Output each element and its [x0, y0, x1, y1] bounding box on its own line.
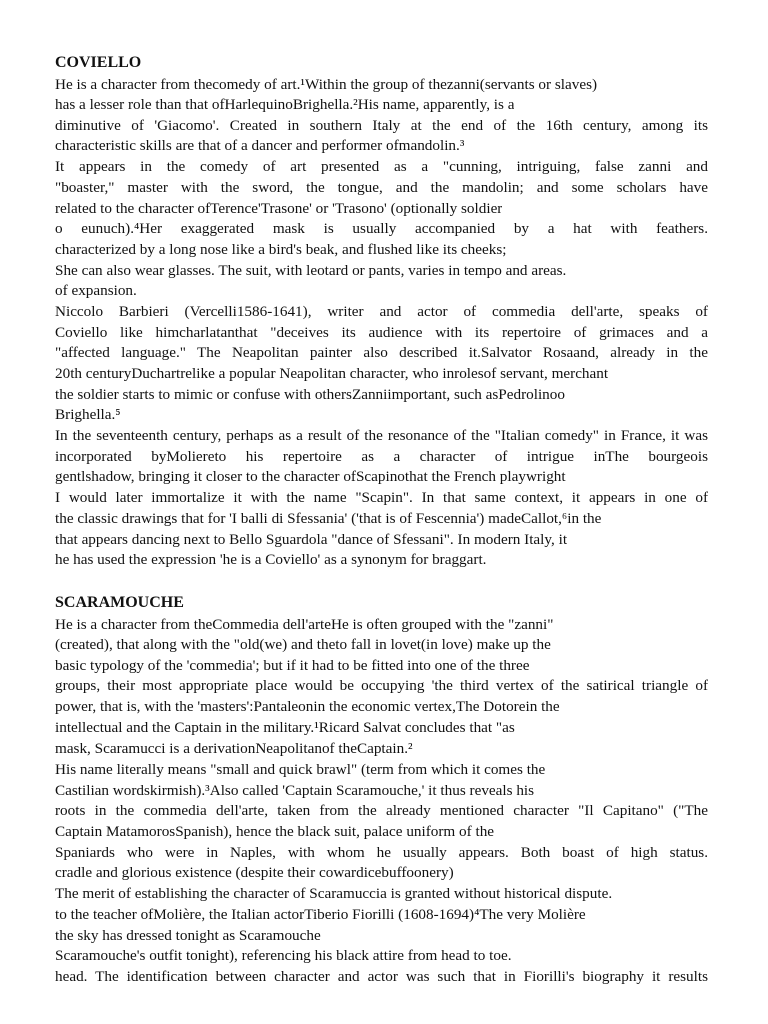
coviello-line-18: In the seventeenth century, perhaps as a result of the resonance of the "Italian comedy" in France, it was: [55, 427, 708, 444]
coviello-line-1: He is a character from thecomedy of art.¹Within the group of thezanni(servants or slaves): [55, 76, 598, 93]
scaramouche-line-9: Castilian wordskirmish).³Also called 'Captain Scaramouche,' it thus reveals his: [55, 782, 535, 799]
coviello-line-6: "boaster," master with the sword, the tongue, and the mandolin; and some scholars have: [55, 179, 708, 196]
scaramouche-line-18: head. The identification between character and actor was such that in Fiorilli's biography it results: [55, 968, 708, 985]
section-title-scaramouche: SCARAMOUCHE: [55, 594, 184, 611]
coviello-line-5: It appears in the comedy of art presented as a "cunning, intriguing, false zanni and: [55, 158, 708, 175]
section-title-coviello: COVIELLO: [55, 54, 142, 71]
coviello-line-10: She can also wear glasses. The suit, with leotard or pants, varies in tempo and areas.: [55, 262, 567, 279]
scaramouche-line-8: His name literally means "small and quick brawl" (term from which it comes the: [55, 761, 546, 778]
coviello-line-24: he has used the expression 'he is a Coviello' as a synonym for braggart.: [55, 551, 487, 568]
coviello-line-20: gentlshadow, bringing it closer to the character ofScapinothat the French playwright: [55, 468, 566, 485]
coviello-line-21: I would later immortalize it with the name "Scapin". In that same context, it appears in one of: [55, 489, 708, 506]
scaramouche-line-14: The merit of establishing the character of Scaramuccia is granted without historical dispute.: [55, 885, 613, 902]
coviello-line-3: diminutive of 'Giacomo'. Created in southern Italy at the end of the 16th century, among its: [55, 117, 708, 134]
scaramouche-line-15: to the teacher ofMolière, the Italian actorTiberio Fiorilli (1608-1694)⁴The very Molière: [55, 906, 586, 923]
coviello-line-2: has a lesser role than that ofHarlequinoBrighella.²His name, apparently, is a: [55, 96, 515, 113]
scaramouche-line-2: (created), that along with the "old(we) and theto fall in lovet(in love) make up the: [55, 636, 551, 653]
scaramouche-line-13: cradle and glorious existence (despite their cowardicebuffoonery): [55, 864, 454, 881]
coviello-line-19: incorporated byMoliereto his repertoire as a character of intrigue inThe bourgeois: [55, 448, 708, 465]
coviello-line-11: of expansion.: [55, 282, 137, 299]
scaramouche-line-3: basic typology of the 'commedia'; but if it had to be fitted into one of the three: [55, 657, 530, 674]
scaramouche-line-11: Captain MatamorosSpanish), hence the black suit, palace uniform of the: [55, 823, 495, 840]
coviello-line-13: Coviello like himcharlatanthat "deceives its audience with its repertoire of grimaces and a: [55, 324, 708, 341]
coviello-line-22: the classic drawings that for 'I balli di Sfessania' ('that is of Fescennia') madeCallot,⁶in the: [55, 510, 602, 527]
scaramouche-line-1: He is a character from theCommedia dell'arteHe is often grouped with the "zanni": [55, 616, 554, 633]
coviello-line-17: Brighella.⁵: [55, 406, 121, 423]
coviello-line-23: that appears dancing next to Bello Sguardola "dance of Sfessani". In modern Italy, it: [55, 531, 568, 548]
scaramouche-line-17: Scaramouche's outfit tonight), referencing his black attire from head to toe.: [55, 947, 512, 964]
scaramouche-line-7: mask, Scaramucci is a derivationNeapolitanof theCaptain.²: [55, 740, 413, 757]
scaramouche-line-4: groups, their most appropriate place would be occupying 'the third vertex of the satirical triangle of: [55, 677, 708, 694]
coviello-line-15: 20th centuryDuchartrelike a popular Neapolitan character, who inrolesof servant, merchant: [55, 365, 609, 382]
coviello-line-4: characteristic skills are that of a dancer and performer ofmandolin.³: [55, 137, 465, 154]
scaramouche-line-16: the sky has dressed tonight as Scaramouche: [55, 927, 321, 944]
coviello-line-7: related to the character ofTerence'Trasone' or 'Trasono' (optionally soldier: [55, 200, 503, 217]
coviello-line-8: o eunuch).⁴Her exaggerated mask is usually accompanied by a hat with feathers.: [55, 220, 708, 237]
scaramouche-line-10: roots in the commedia dell'arte, taken from the already mentioned character "Il Capitano" ("The: [55, 802, 708, 819]
coviello-line-16: the soldier starts to mimic or confuse with othersZanniimportant, such asPedrolinoo: [55, 386, 565, 403]
scaramouche-line-6: intellectual and the Captain in the military.¹Ricard Salvat concludes that "as: [55, 719, 515, 736]
coviello-line-14: "affected language." The Neapolitan painter also described it.Salvator Rosaand, already in the: [55, 344, 708, 361]
scaramouche-line-12: Spaniards who were in Naples, with whom he usually appears. Both boast of high status.: [55, 844, 708, 861]
scaramouche-line-5: power, that is, with the 'masters':Pantaleonin the economic vertex,The Dotorein the: [55, 698, 560, 715]
coviello-line-12: Niccolo Barbieri (Vercelli1586-1641), writer and actor of commedia dell'arte, speaks of: [55, 303, 708, 320]
coviello-line-9: characterized by a long nose like a bird's beak, and flushed like its cheeks;: [55, 241, 507, 258]
